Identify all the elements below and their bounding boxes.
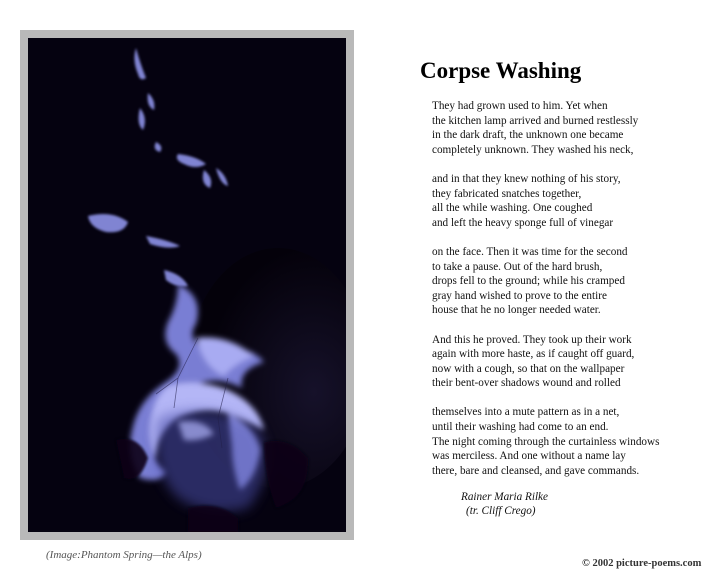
- photo-frame: [20, 30, 354, 540]
- poem-line: drops fell to the ground; while his cramped: [432, 275, 625, 288]
- image-caption: (Image:Phantom Spring—the Alps): [46, 549, 202, 561]
- poem-line: The night coming through the curtainless windows: [432, 435, 660, 448]
- stanza: [432, 172, 659, 230]
- poem-line: their bent-over shadows wound and rolled: [432, 377, 621, 390]
- poem-line: the kitchen lamp arrived and burned restlessly: [432, 114, 639, 127]
- poem-line: to take a pause. Out of the hard brush,: [432, 260, 603, 273]
- poem-title: Corpse Washing: [420, 58, 582, 83]
- poem-line: and in that they knew nothing of his story,: [432, 172, 621, 185]
- poem-line: in the dark draft, the unknown one became: [432, 129, 624, 142]
- waterfall-photo: [28, 38, 346, 532]
- poem-line: was merciless. And one without a name lay: [432, 450, 626, 463]
- poem-line: all the while washing. One coughed: [432, 202, 593, 215]
- poem-line: gray hand wished to prove to the entire: [432, 289, 607, 302]
- poem-translator: (tr. Cliff Crego): [466, 505, 536, 517]
- poem-line: again with more haste, as if caught off guard,: [432, 348, 635, 361]
- poem-line: there, bare and cleansed, and gave commands.: [432, 464, 640, 477]
- poem-line: until their washing had come to an end.: [432, 421, 609, 434]
- poem-line: they fabricated snatches together,: [432, 187, 582, 200]
- poem-line: now with a cough, so that on the wallpaper: [432, 362, 625, 375]
- poem-line: themselves into a mute pattern as in a net,: [432, 406, 620, 419]
- poem-line: and left the heavy sponge full of vinegar: [432, 216, 614, 229]
- copyright-notice: © 2002 picture-poems.com: [582, 558, 702, 569]
- poem-line: And this he proved. They took up their work: [432, 333, 632, 346]
- poem-line: house that he no longer needed water.: [432, 304, 601, 317]
- stanza: [432, 333, 659, 391]
- poem-body: [432, 99, 659, 493]
- poem-line: They had grown used to him. Yet when: [432, 100, 608, 112]
- poem-author: Rainer Maria Rilke: [461, 491, 548, 503]
- stanza: [432, 405, 659, 478]
- stanza: [432, 245, 659, 318]
- poem-line: completely unknown. They washed his neck,: [432, 143, 634, 156]
- poem-line: on the face. Then it was time for the second: [432, 245, 628, 258]
- waterfall-image: [28, 38, 346, 532]
- stanza: [432, 99, 659, 157]
